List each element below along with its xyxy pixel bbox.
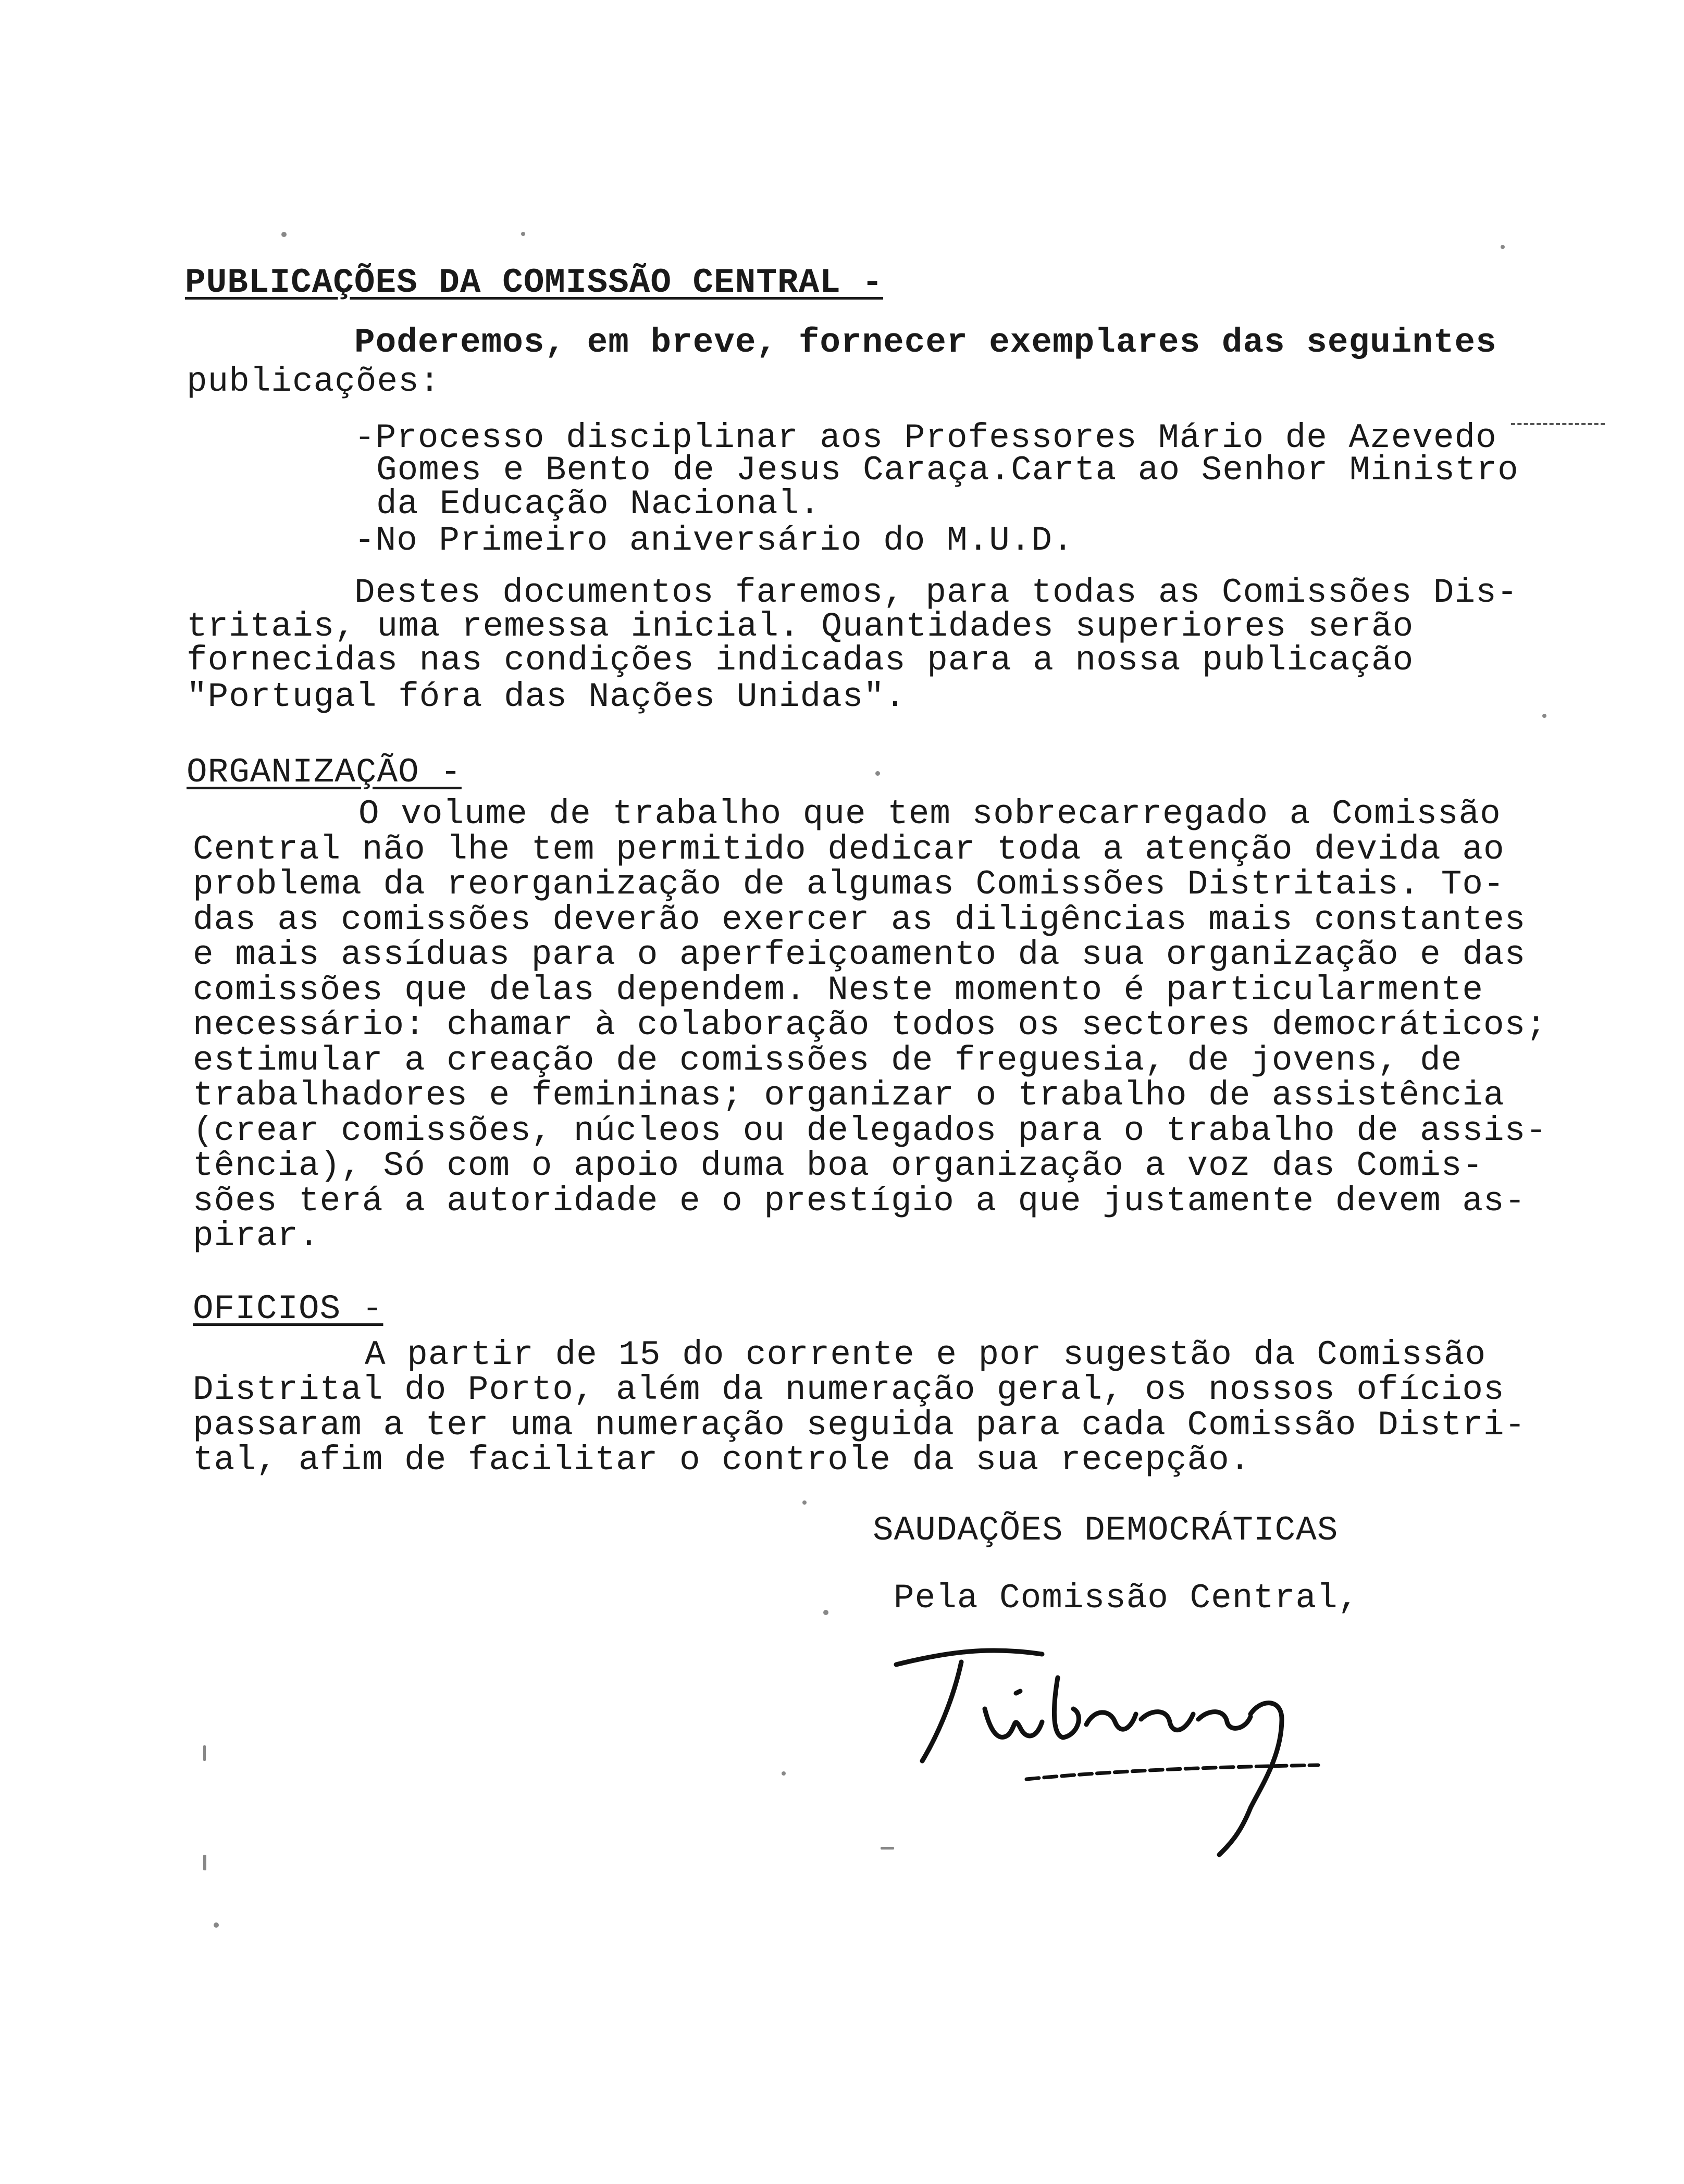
scan-speck bbox=[521, 232, 525, 236]
paragraph-line: passaram a ter uma numeração seguida para cada Comissão Distri- bbox=[193, 1406, 1526, 1445]
scan-speck bbox=[875, 771, 880, 776]
paragraph-line: necessário: chamar à colaboração todos os sectores democráticos; bbox=[193, 1006, 1547, 1045]
paragraph-line: estimular a creação de comissões de freguesia, de jovens, de bbox=[193, 1041, 1463, 1080]
list-item: -Processo disciplinar aos Professores Mário de Azevedo bbox=[354, 418, 1497, 457]
scan-speck bbox=[802, 1500, 807, 1505]
paragraph-line: comissões que delas dependem. Neste momento é particularmente bbox=[193, 971, 1483, 1010]
paragraph-line: (crear comissões, núcleos ou delegados para o trabalho de assis- bbox=[193, 1111, 1547, 1150]
paragraph-line: Central não lhe tem permitido dedicar toda a atenção devida ao bbox=[193, 830, 1505, 869]
scan-speck bbox=[881, 1847, 894, 1850]
list-item: Gomes e Bento de Jesus Caraça.Carta ao Senhor Ministro bbox=[376, 451, 1519, 490]
paragraph-line: trabalhadores e femininas; organizar o trabalho de assistência bbox=[193, 1076, 1505, 1115]
heading-organizacao: ORGANIZAÇÃO - bbox=[187, 753, 462, 792]
paragraph-line: Destes documentos faremos, para todas as Comissões Dis- bbox=[354, 573, 1518, 612]
scan-speck bbox=[823, 1610, 828, 1615]
scan-speck bbox=[203, 1745, 206, 1761]
scan-speck bbox=[782, 1771, 786, 1776]
paragraph-line: problema da reorganização de algumas Comissões Distritais. To- bbox=[193, 865, 1505, 904]
closing-greeting: SAUDAÇÕES DEMOCRÁTICAS bbox=[873, 1511, 1339, 1550]
scan-speck bbox=[1501, 245, 1505, 249]
separator bbox=[1511, 423, 1605, 425]
scan-speck bbox=[203, 1855, 206, 1870]
scan-speck bbox=[281, 232, 287, 237]
paragraph-line: O volume de trabalho que tem sobrecarregado a Comissão bbox=[358, 795, 1501, 834]
paragraph-line: Distrital do Porto, além da numeração geral, os nossos ofícios bbox=[193, 1370, 1505, 1409]
scan-speck bbox=[1542, 714, 1546, 718]
paragraph-line: pirar. bbox=[193, 1217, 320, 1256]
paragraph-line: publicações: bbox=[187, 362, 441, 401]
heading-publicacoes: PUBLICAÇÕES DA COMISSÃO CENTRAL - bbox=[185, 263, 884, 302]
paragraph-line: A partir de 15 do corrente e por sugestão da Comissão bbox=[365, 1335, 1487, 1374]
paragraph-line: "Portugal fóra das Nações Unidas". bbox=[187, 677, 906, 716]
paragraph-line: tência), Só com o apoio duma boa organização a voz das Comis- bbox=[193, 1146, 1483, 1185]
paragraph-line: fornecidas nas condições indicadas para a nossa publicação bbox=[187, 641, 1414, 680]
signature-image bbox=[886, 1631, 1355, 1865]
paragraph-line: tal, afim de facilitar o controle da sua recepção. bbox=[193, 1441, 1251, 1480]
scan-speck bbox=[214, 1922, 219, 1928]
signature bbox=[886, 1631, 1355, 1865]
list-item: da Educação Nacional. bbox=[376, 485, 821, 524]
closing-sign-off: Pela Comissão Central, bbox=[894, 1579, 1359, 1618]
paragraph-line: sões terá a autoridade e o prestígio a que justamente devem as- bbox=[193, 1182, 1526, 1221]
paragraph-line: tritais, uma remessa inicial. Quantidades superiores serão bbox=[187, 607, 1414, 646]
paragraph-line: Poderemos, em breve, fornecer exemplares das seguintes bbox=[354, 323, 1497, 362]
heading-oficios: OFICIOS - bbox=[193, 1289, 383, 1329]
paragraph-line: das as comissões deverão exercer as diligências mais constantes bbox=[193, 900, 1526, 939]
paragraph-line: e mais assíduas para o aperfeiçoamento da sua organização e das bbox=[193, 935, 1526, 974]
list-item: -No Primeiro aniversário do M.U.D. bbox=[354, 521, 1074, 560]
